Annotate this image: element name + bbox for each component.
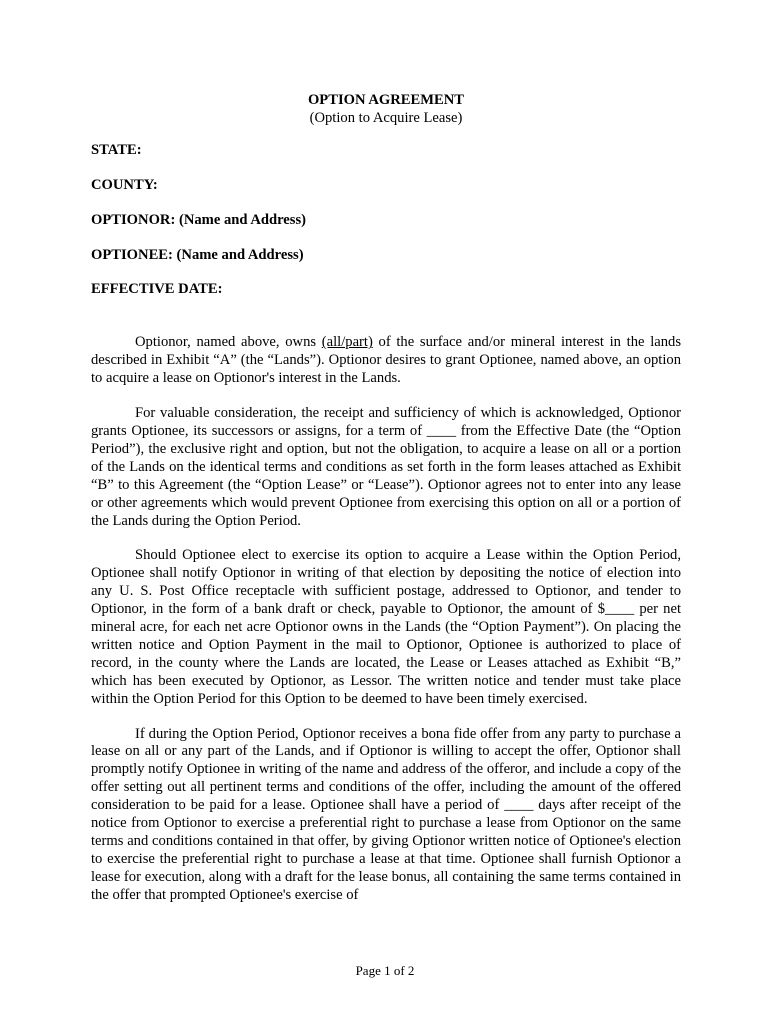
document-subtitle: (Option to Acquire Lease) <box>309 109 463 126</box>
county-field: COUNTY: <box>91 176 158 193</box>
page-number: Page 1 of 2 <box>355 963 415 978</box>
document-page <box>91 92 681 905</box>
paragraph-preferential-right: If during the Option Period, Optionor receives a bona fide offer from any party to purchase a lease on all or any part of the Lands, and if Optionor is willing to accept the offer, Optionor shall promptly notify Optionee in writing of the name and address of the offeror, and include a copy of the offer setting out all pertinent terms and conditions of the offer, including the amount of the offered consideration to be paid for a lease. Optionee shall have a period of ____ days after receipt of the notice from Optionor to exercise a preferential right to purchase a lease from Optionor on the same terms and conditions contained in that offer, by giving Optionor written notice of Optionee's election to exercise the preferential right to purchase a lease at that time. Optionee shall furnish Optionor a lease for execution, along with a draft for the lease bonus, all containing the same terms contained in the offer that prompted Optionee's exercise of <box>91 725 681 903</box>
paragraph-ownership <box>91 334 681 388</box>
optionee-field: OPTIONEE: (Name and Address) <box>91 246 304 263</box>
paragraph-ownership-lead: Optionor, named above, owns <box>135 334 322 351</box>
paragraph-ownership-rest: of the surface and/or mineral interest in the lands described in Exhibit “A” (the “Lands”). Optionor desires to grant Optionee, named above, an option to acquire a lease on Optionor's interest in the Lands. <box>91 334 682 387</box>
paragraph-exercise: Should Optionee elect to exercise its option to acquire a Lease within the Option Period, Optionee shall notify Optionor in writing of that election by depositing the notice of election into any U. S. Post Office receptacle with sufficient postage, addressed to Optionor, and tender to Optionor, in the form of a bank draft or check, payable to Optionor, the amount of $____ per net mineral acre, for each net acre Optionor owns in the Lands (the “Option Payment”). On placing the written notice and Option Payment in the mail to Optionor, Optionee is authorized to place of record, in the county where the Lands are located, the Lease or Leases attached as Exhibit “B,” which has been executed by Optionor, as Lessor. The written notice and tender must take place within the Option Period for this Option to be deemed to have been timely exercised. <box>91 547 681 707</box>
title-block <box>91 92 681 128</box>
state-field: STATE: <box>91 141 142 158</box>
document-title: OPTION AGREEMENT <box>307 92 465 108</box>
ownership-interest-blank: (all/part) <box>321 334 373 351</box>
optionor-field: OPTIONOR: (Name and Address) <box>91 211 307 228</box>
paragraph-grant: For valuable consideration, the receipt and sufficiency of which is acknowledged, Optionor grants Optionee, its successors or assigns, for a term of ____ from the Effective Date (the “Option Period”), the exclusive right and option, but not the obligation, to acquire a lease on all or a portion of the Lands on the identical terms and conditions as set forth in the form leases attached as Exhibit “B” to this Agreement (the “Option Lease” or “Lease”). Optionor agrees not to enter into any lease or other agreements which would prevent Optionee from exercising this option on all or a portion of the Lands during the Option Period. <box>91 405 681 529</box>
effective-date-field: EFFECTIVE DATE: <box>91 281 223 298</box>
